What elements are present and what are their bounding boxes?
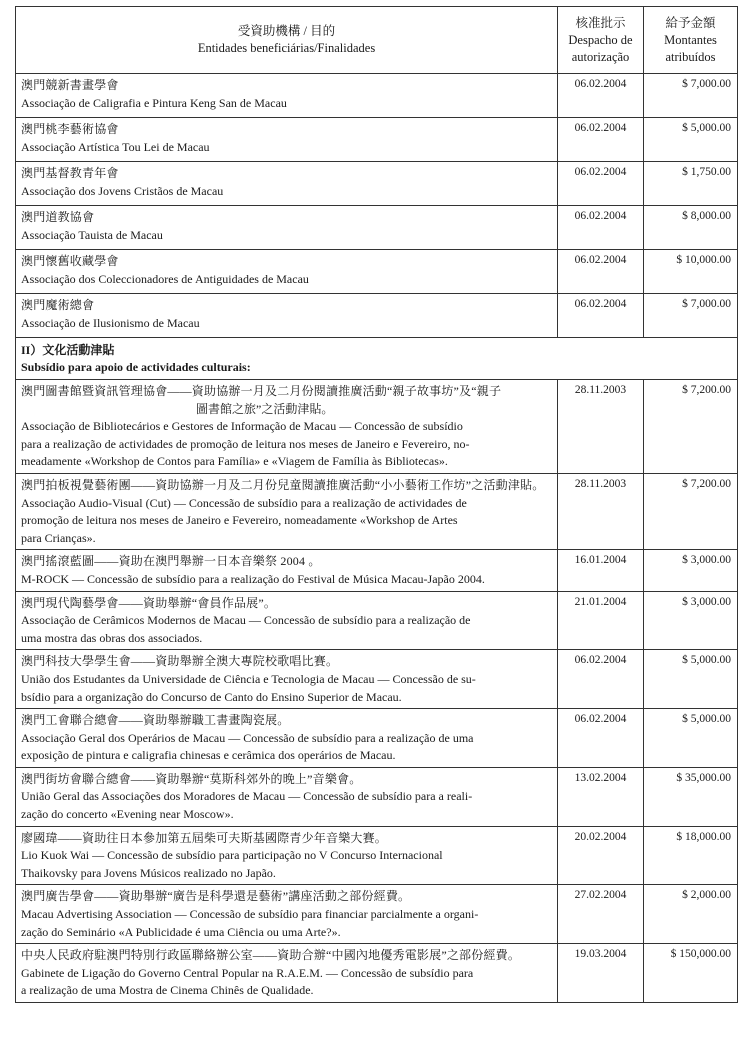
description-zh-line: 圖書館之旅”之活動津貼。 [196,401,334,416]
entity-cell [16,74,558,118]
despacho-date: 28.11.2003 [558,473,644,549]
despacho-date: 06.02.2004 [558,650,644,709]
header-despacho-zh: 核准批示 [575,15,626,30]
amount-value: $ 7,000.00 [644,294,738,338]
entity-name-pt: Associação de Ilusionismo de Macau [21,315,200,330]
entity-name-pt: Associação Artística Tou Lei de Macau [21,139,210,154]
despacho-date: 06.02.2004 [558,206,644,250]
entity-cell [16,162,558,206]
entity-cell [16,118,558,162]
description-pt-line: União Geral das Associações dos Moradores de Macau — Concessão de subsídio para a reali- [21,789,473,804]
description-pt-line: zação do concerto «Evening near Moscow». [21,807,234,822]
table-row [16,206,738,250]
description-pt-line: União dos Estudantes da Universidade de Ciência e Tecnologia de Macau — Concessão de su- [21,671,476,686]
entity-cell [16,767,558,826]
entity-name-zh: 澳門懷舊收藏學會 [21,254,119,268]
amount-value: $ 2,000.00 [644,885,738,944]
entity-cell [16,473,558,549]
description-pt-line: uma mostra das obras dos associados. [21,630,203,645]
description-pt-line: bsídio para a organização do Concurso de Canto do Ensino Superior de Macau. [21,689,402,704]
description-zh-line: 澳門圖書館暨資訊管理協會——資助協辦一月及二月份閱讀推廣活動“親子故事坊”及“親子 [21,384,502,398]
despacho-date: 06.02.2004 [558,118,644,162]
entity-name-zh: 澳門基督教青年會 [21,166,119,180]
header-entities-pt: Entidades beneficiárias/Finalidades [197,41,376,55]
table-row [16,591,738,650]
section-title-zh: II）文化活動津貼 [21,343,115,357]
section-title-pt: Subsídio para apoio de actividades culturais: [21,360,251,374]
entity-name-pt: Associação dos Jovens Cristãos de Macau [21,183,224,198]
header-despacho-pt1: Despacho de [568,32,633,47]
header-entities [16,7,558,74]
description-zh-line: 中央人民政府駐澳門特別行政區聯絡辦公室——資助合辦“中國內地優秀電影展”之部份經費。 [21,948,521,963]
entity-cell [16,294,558,338]
entity-cell [16,206,558,250]
description-pt-line: zação do Seminário «A Publicidade é uma Ciência ou uma Arte?». [21,924,341,939]
despacho-date: 13.02.2004 [558,767,644,826]
header-entities-zh: 受資助機構 / 目的 [237,24,336,38]
header-montantes-zh: 給予金額 [665,15,716,30]
description-pt-line: Associação Audio-Visual (Cut) — Concessão de subsídio para a realização de actividades de [21,495,467,510]
section-row [16,338,738,380]
entity-cell [16,250,558,294]
header-despacho-pt2: autorização [571,49,630,64]
despacho-date: 06.02.2004 [558,162,644,206]
entity-cell [16,650,558,709]
description-pt-line: promoção de leitura nos meses de Janeiro e Fevereiro, nomeadamente «Workshop de Artes [21,513,458,528]
table-row [16,473,738,549]
despacho-date: 28.11.2003 [558,380,644,474]
entity-name-pt: Associação de Caligrafia e Pintura Keng San de Macau [21,95,287,110]
amount-value: $ 8,000.00 [644,206,738,250]
description-zh-line: 澳門搖滾藍圖——資助在澳門舉辦一日本音樂祭 2004 。 [21,554,321,569]
amount-value: $ 150,000.00 [644,944,738,1003]
entity-name-zh: 澳門道教協會 [21,210,95,224]
table-row [16,709,738,768]
description-zh-line: 廖國瑋——資助往日本參加第五屆柴可夫斯基國際青少年音樂大賽。 [21,830,388,845]
table-row [16,294,738,338]
description-pt-line: a realização de uma Mostra de Cinema Chinês de Qualidade. [21,983,314,998]
entity-cell [16,591,558,650]
amount-value: $ 7,000.00 [644,74,738,118]
entity-cell [16,380,558,474]
entity-name-zh: 澳門桃李藝術協會 [21,122,119,136]
entity-cell [16,826,558,885]
table-row [16,767,738,826]
description-zh-line: 澳門工會聯合總會——資助舉辦職工書畫陶瓷展。 [21,713,290,728]
amount-value: $ 7,200.00 [644,380,738,474]
header-montantes-pt2: atribuídos [665,49,716,64]
description-pt-line: para Crianças». [21,530,96,545]
table-row [16,380,738,474]
amount-value: $ 5,000.00 [644,650,738,709]
entity-name-pt: Associação Tauista de Macau [21,227,163,242]
description-pt-line: M-ROCK — Concessão de subsídio para a realização do Festival de Música Macau-Japão 2004. [21,571,485,586]
table-row [16,250,738,294]
amount-value: $ 3,000.00 [644,591,738,650]
description-zh-line: 澳門現代陶藝學會——資助舉辦“會員作品展”。 [21,595,277,610]
amount-value: $ 1,750.00 [644,162,738,206]
entity-cell [16,550,558,591]
amount-value: $ 18,000.00 [644,826,738,885]
description-pt-line: Macau Advertising Association — Concessão de subsídio para financiar parcialmente a organi- [21,907,479,922]
description-pt-line: meadamente «Workshop de Contos para Família» e «Viagem de Família às Bibliotecas». [21,454,448,469]
table-row [16,650,738,709]
description-zh-line: 澳門科技大學學生會——資助舉辦全澳大專院校歌唱比賽。 [21,654,339,669]
rows-group-a [16,74,738,338]
entity-cell [16,944,558,1003]
table-row [16,885,738,944]
header-montantes-pt1: Montantes [664,32,717,47]
amount-value: $ 5,000.00 [644,709,738,768]
table-row [16,826,738,885]
amount-value: $ 3,000.00 [644,550,738,591]
description-pt-line: Associação Geral dos Operários de Macau — Concessão de subsídio para a realização de uma [21,730,474,745]
header-montantes [644,7,738,74]
description-pt-line: Associação de Bibliotecários e Gestores de Informação de Macau — Concessão de subsídio [21,419,463,434]
despacho-date: 16.01.2004 [558,550,644,591]
amount-value: $ 35,000.00 [644,767,738,826]
document-page [15,6,737,1003]
section-heading [16,338,738,380]
despacho-date: 20.02.2004 [558,826,644,885]
subsidy-table [15,6,738,1003]
table-row [16,74,738,118]
table-row [16,550,738,591]
despacho-date: 21.01.2004 [558,591,644,650]
table-header-row [16,7,738,74]
description-pt-line: Thaikovsky para Jovens Músicos realizado no Japão. [21,865,276,880]
table-row [16,944,738,1003]
header-despacho [558,7,644,74]
description-zh-line: 澳門街坊會聯合總會——資助舉辦“莫斯科郊外的晚上”音樂會。 [21,771,362,786]
despacho-date: 06.02.2004 [558,74,644,118]
amount-value: $ 7,200.00 [644,473,738,549]
despacho-date: 27.02.2004 [558,885,644,944]
description-pt-line: exposição de pintura e caligrafia chinesas e cerâmica dos operários de Macau. [21,748,396,763]
description-zh-line: 澳門拍板視覺藝術團——資助協辦一月及二月份兒童閱讀推廣活動“小小藝術工作坊”之活動津貼。 [21,477,545,492]
rows-group-b [16,380,738,1003]
description-pt-line: Gabinete de Ligação do Governo Central Popular na R.A.E.M. — Concessão de subsídio para [21,965,474,980]
despacho-date: 19.03.2004 [558,944,644,1003]
entity-cell [16,709,558,768]
despacho-date: 06.02.2004 [558,709,644,768]
entity-cell [16,885,558,944]
entity-name-zh: 澳門魔術總會 [21,298,95,312]
entity-name-pt: Associação dos Coleccionadores de Antiguidades de Macau [21,271,309,286]
description-pt-line: para a realização de actividades de promoção de leitura nos meses de Janeiro e Fevereiro, no- [21,436,470,451]
entity-name-zh: 澳門競新書畫學會 [21,78,119,92]
description-zh-line: 澳門廣告學會——資助舉辦“廣告是科學還是藝術”講座活動之部份經費。 [21,889,411,904]
despacho-date: 06.02.2004 [558,250,644,294]
description-pt-line: Associação de Cerâmicos Modernos de Macau — Concessão de subsídio para a realização de [21,613,471,628]
table-row [16,162,738,206]
table-row [16,118,738,162]
despacho-date: 06.02.2004 [558,294,644,338]
amount-value: $ 10,000.00 [644,250,738,294]
description-pt-line: Lio Kuok Wai — Concessão de subsídio para participação no V Concurso Internacional [21,848,443,863]
amount-value: $ 5,000.00 [644,118,738,162]
